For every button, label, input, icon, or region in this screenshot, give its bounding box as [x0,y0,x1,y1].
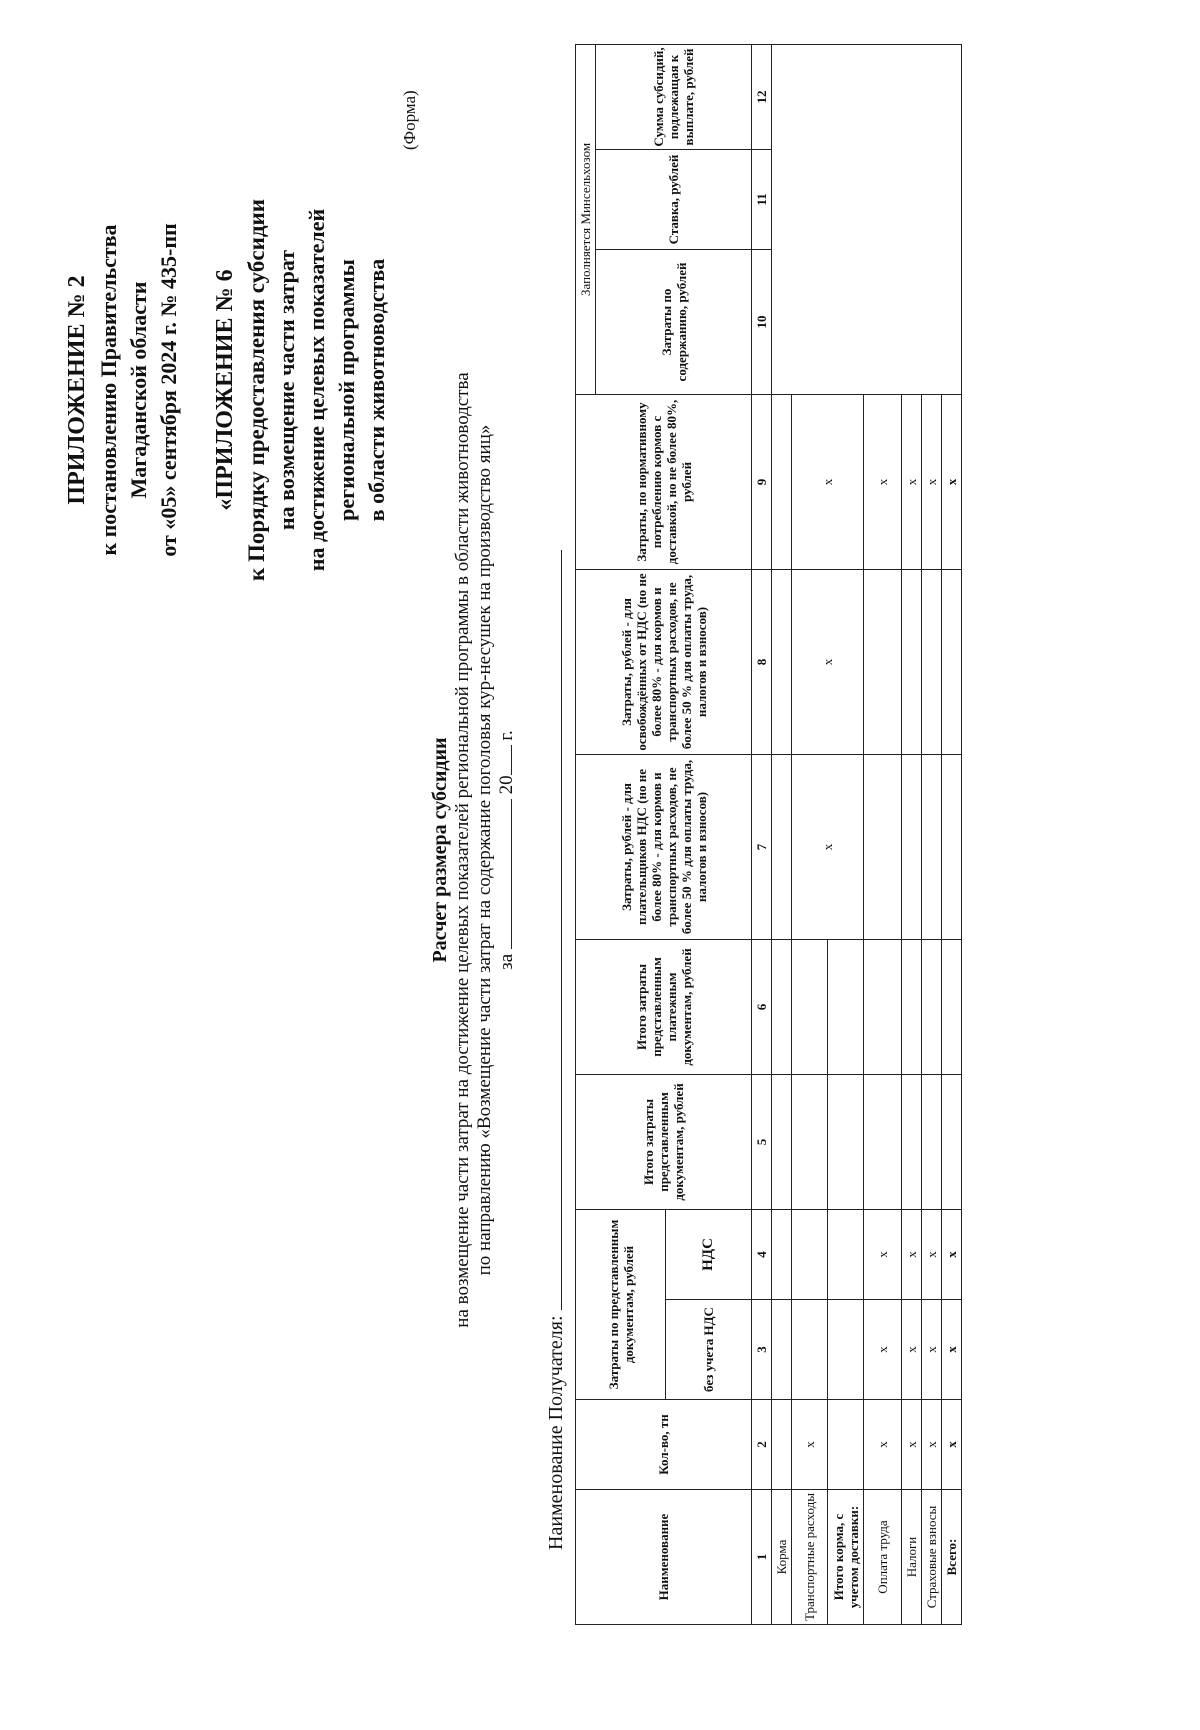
table-cell: x [942,1400,962,1490]
table-cell: x [922,394,942,569]
table-cell: x [922,1300,942,1400]
table-cell: x [864,1400,902,1490]
recipient-label: Наименование Получателя: [545,1315,567,1550]
row-name: Оплата труда [864,1490,902,1625]
th-c12: Сумма субсидий, подлежащая к выплате, рублей [596,44,752,149]
table-cell: x [902,1400,922,1490]
table-cell [922,754,942,939]
table-cell [772,569,792,754]
th-c8: Затраты, рублей - для освобождённых от НДС (но не более 80% - для кормов и транспортных расходов, не более 50 % для оплаты труда, налогов и взносов) [576,569,752,754]
col-num-1: 1 [752,1490,772,1625]
th-qty: Кол-во, тн [576,1400,752,1490]
appendix-line1: к постановлению Правительства [96,224,121,556]
row-name: Всего: [942,1490,962,1625]
th-total6: Итого затраты представленным платежным документам, рублей [576,939,752,1074]
table-cell [942,569,962,754]
doc-title-block [428,350,518,1350]
table-row [772,44,792,1624]
col-num-4: 4 [752,1209,772,1299]
subsidy-table [575,44,962,1625]
col-num-3: 3 [752,1300,772,1400]
col-num-10: 10 [752,249,772,394]
table-cell: x [942,1300,962,1400]
th-name: Наименование [576,1490,752,1625]
col-num-12: 12 [752,44,772,149]
period-prefix: за [496,953,517,970]
th-costs-docs: Затраты по представленным документам, рублей [576,1209,666,1399]
appendix-title2: «ПРИЛОЖЕНИЕ № 6 [212,269,238,511]
appendix-line2: Магаданской области [126,281,151,499]
table-cell: x [942,1209,962,1299]
table-cell [772,1400,792,1490]
table-cell [902,939,922,1074]
appendix-line6: на достижение целевых показателей [304,208,329,572]
table-cell [942,939,962,1074]
table-cell [828,1400,864,1490]
table-cell [828,1209,864,1299]
table-cell [864,754,902,939]
table-cell: x [792,569,864,754]
table-cell: x [864,1300,902,1400]
table-cell [792,1300,828,1400]
row-name: Налоги [902,1490,922,1625]
table-cell [864,569,902,754]
column-numbers-row [752,44,772,1624]
doc-period [496,350,518,1350]
appendix-line8: в области животноводства [364,258,389,522]
col-num-9: 9 [752,394,772,569]
th-c10: Затраты по содержанию, рублей [596,249,752,394]
th-no-vat: без учета НДС [666,1300,752,1400]
table-cell [772,1209,792,1299]
ministry-block [772,44,962,394]
table-cell [772,1300,792,1400]
row-name: Транспортные расходы [792,1490,828,1625]
appendix-title: ПРИЛОЖЕНИЕ № 2 [64,275,90,505]
table-cell: x [902,394,922,569]
table-cell [792,1074,828,1209]
table-cell [922,939,942,1074]
appendix-line3: от «05» сентября 2024 г. № 435-пп [156,223,181,557]
appendix-line4: к Порядку предоставления субсидии [244,199,269,581]
table-cell: x [902,1209,922,1299]
table-cell: x [922,1400,942,1490]
table-cell [902,569,922,754]
form-label: (Форма) [400,90,419,150]
table-cell [902,754,922,939]
table-cell: x [864,394,902,569]
table-cell [922,1074,942,1209]
period-suffix: г. [496,730,517,741]
row-name: Итого корма, с учетом доставки: [828,1490,864,1625]
doc-title: Расчет размера субсидии [429,737,451,963]
table-cell [864,939,902,1074]
table-cell [902,1074,922,1209]
appendix-line5: на возмещение части затрат [274,249,299,531]
col-num-8: 8 [752,569,772,754]
doc-subtitle-2: по направлению «Возмещение части затрат на содержание поголовья кур-несушек на производство яиц» [474,424,495,1276]
table-cell: x [922,1209,942,1299]
col-num-6: 6 [752,939,772,1074]
table-cell [772,754,792,939]
appendix-line7: региональной программы [334,259,359,521]
period-year: 20 [496,775,517,795]
th-c9: Затраты, по нормативному потреблению кормов с доставкой, но не более 80%, рублей [576,394,752,569]
table-cell [792,1209,828,1299]
table-cell: x [942,394,962,569]
col-num-7: 7 [752,754,772,939]
th-ministry: Заполняется Минсельхозом [576,44,596,394]
table-cell [942,754,962,939]
th-c7: Затраты, рублей - для плательщиков НДС (но не более 80% - для кормов и транспортных расходов, не более 50 % для оплаты труда, налогов и взносов) [576,754,752,939]
table-cell [772,939,792,1074]
table-cell [792,939,828,1074]
appendix-header [60,170,392,610]
table-cell [772,394,792,569]
table-cell [922,569,942,754]
th-total5: Итого затраты представленным документам, рублей [576,1074,752,1209]
recipient-line [545,550,568,1550]
table-cell: x [792,754,864,939]
table-cell [772,1074,792,1209]
th-vat: НДС [666,1209,752,1299]
col-num-5: 5 [752,1074,772,1209]
table-cell: x [864,1209,902,1299]
row-name: Корма [772,1490,792,1625]
th-c11: Ставка, рублей [596,149,752,249]
table-cell [828,1074,864,1209]
row-name: Страховые взносы [922,1490,942,1625]
col-num-11: 11 [752,149,772,249]
table-cell [828,939,864,1074]
table-cell: x [902,1300,922,1400]
table-cell: x [792,394,864,569]
doc-subtitle-1: на возмещение части затрат на достижение целевых показателей региональной программы в области животноводства [452,372,473,1328]
col-num-2: 2 [752,1400,772,1490]
table-cell: x [792,1400,828,1490]
table-cell [942,1074,962,1209]
table-cell [864,1074,902,1209]
table-cell [828,1300,864,1400]
